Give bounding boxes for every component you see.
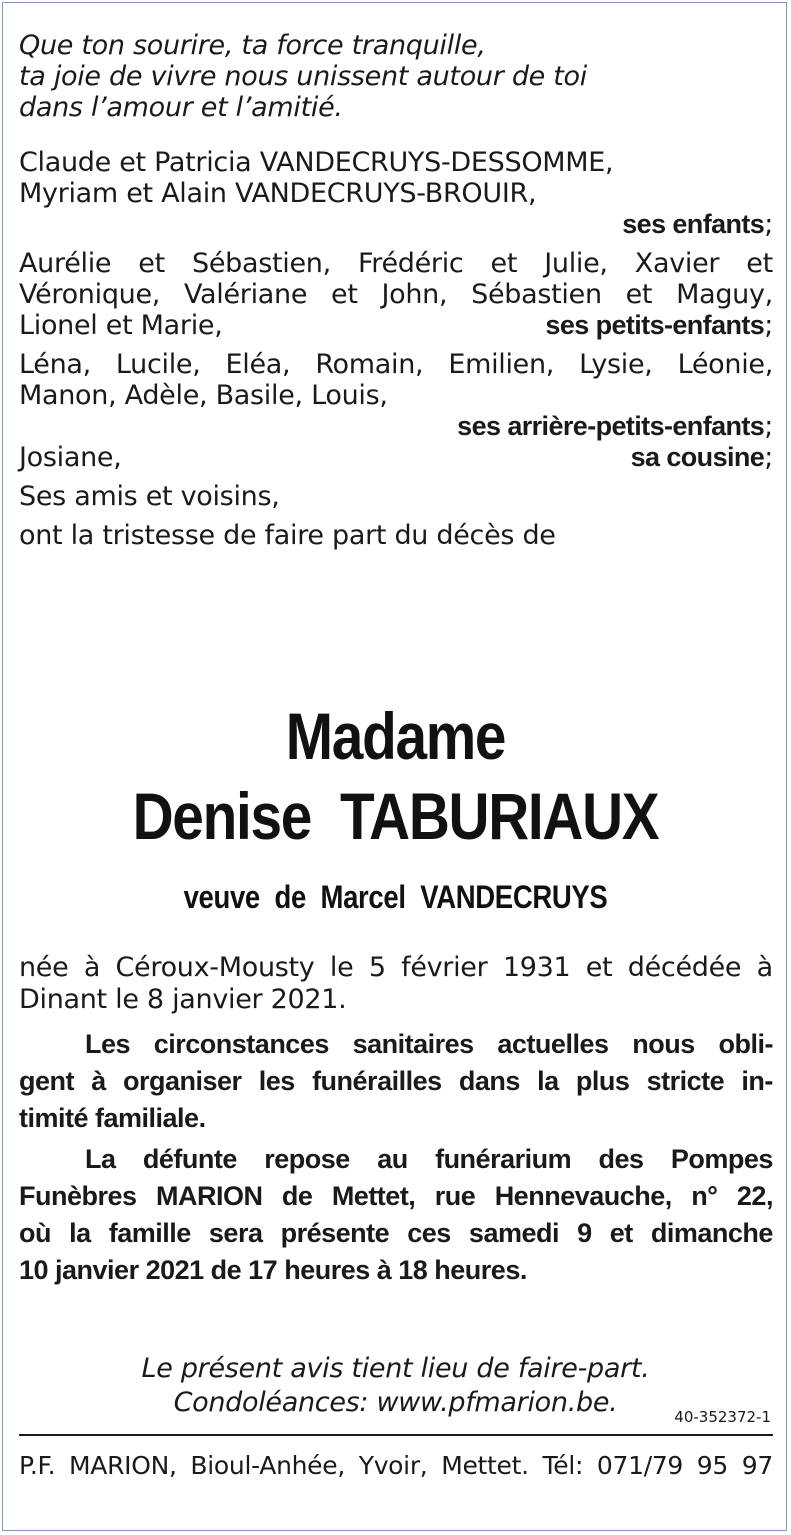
word: plus xyxy=(575,1066,630,1096)
word: organiser xyxy=(123,1066,242,1096)
word: n° xyxy=(691,1181,718,1211)
grandchildren-line-2 xyxy=(19,279,773,310)
word: Lucile, xyxy=(115,349,201,380)
condolences-line: Condoléances: www.pfmarion.be. xyxy=(173,1387,618,1418)
poem-line: ta joie de vivre nous unissent autour de toi xyxy=(19,61,587,92)
great-grandchildren-line-2: Manon, Adèle, Basile, Louis, xyxy=(19,380,388,411)
word: et xyxy=(625,279,653,310)
word: MARION, xyxy=(69,1451,177,1480)
great-grandchildren-line-1 xyxy=(19,349,773,380)
sanitary-line-2 xyxy=(19,1063,773,1100)
children-line: Myriam et Alain VANDECRUYS-BROUIR, xyxy=(19,178,537,209)
word: gent xyxy=(19,1066,74,1096)
funeral-home-footer xyxy=(19,1446,773,1486)
word: Céroux-Mousty xyxy=(115,952,315,983)
word: à xyxy=(91,1066,106,1096)
grandchildren-line-1 xyxy=(19,248,773,279)
birth-death-line-1 xyxy=(19,952,773,984)
word: les xyxy=(258,1066,295,1096)
word: Aurélie xyxy=(19,248,112,279)
word: Mettet, xyxy=(331,1181,416,1211)
cousin-line: Josiane, sa cousine; xyxy=(19,442,773,473)
word: samedi xyxy=(468,1218,559,1248)
word: Pompes xyxy=(670,1144,773,1174)
word: Sébastien xyxy=(471,279,602,310)
word: Bioul-Anhée, xyxy=(190,1451,345,1480)
word: et xyxy=(746,248,773,279)
word: la xyxy=(537,1066,559,1096)
word: et xyxy=(490,248,518,279)
poem-line: dans l’amour et l’amitié. xyxy=(19,92,343,123)
word: nous xyxy=(632,1029,695,1059)
funerarium-line-2 xyxy=(19,1178,773,1215)
word: Véronique, xyxy=(19,279,161,310)
word: ces xyxy=(407,1218,451,1248)
word: Sébastien, xyxy=(191,248,331,279)
word: dans xyxy=(458,1066,520,1096)
word: Julie, xyxy=(544,248,608,279)
closing-note xyxy=(0,1352,791,1420)
birth-death-line-2: Dinant le 8 janvier 2021. xyxy=(19,984,347,1015)
word: la xyxy=(69,1218,91,1248)
grandchildren-line-3: Lionel et Marie, ses petits-enfants; xyxy=(19,310,773,341)
word: 071/79 xyxy=(596,1451,684,1480)
deceased-name: Denise TABURIAUX xyxy=(132,779,659,853)
friends-line: Ses amis et voisins, xyxy=(19,481,280,512)
children-line: Claude et Patricia VANDECRUYS-DESSOMME, xyxy=(19,147,614,178)
announcement-line: ont la tristesse de faire part du décès de xyxy=(19,520,556,551)
word: sanitaires xyxy=(352,1029,474,1059)
word: février xyxy=(401,952,488,983)
children-role: ses enfants; xyxy=(622,209,773,240)
word: Yvoir, xyxy=(358,1451,428,1480)
sanitary-line-3: timité familiale. xyxy=(19,1103,206,1133)
great-grandchildren-role: ses arrière-petits-enfants; xyxy=(457,411,773,442)
word: présente xyxy=(280,1218,390,1248)
word: MARION xyxy=(155,1181,263,1211)
deceased-title: Madame xyxy=(285,699,506,773)
funerarium-paragraph xyxy=(19,1141,773,1289)
word: 9 xyxy=(577,1218,592,1248)
word: stricte xyxy=(646,1066,725,1096)
word: au xyxy=(377,1144,408,1174)
word: repose xyxy=(264,1144,350,1174)
word: décédée xyxy=(627,952,742,983)
word: Romain, xyxy=(315,349,424,380)
footer-divider xyxy=(19,1434,773,1436)
sanitary-paragraph xyxy=(19,1026,773,1137)
word: née xyxy=(19,952,69,983)
word: Hennevauche, xyxy=(494,1181,672,1211)
word: sera xyxy=(208,1218,263,1248)
word: Maguy, xyxy=(676,279,773,310)
word: Lysie, xyxy=(579,349,653,380)
word: et xyxy=(138,248,165,279)
word: Léna, xyxy=(19,349,91,380)
word: de xyxy=(281,1181,313,1211)
word: où xyxy=(19,1218,51,1248)
funerarium-line-3 xyxy=(19,1215,773,1252)
reference-number: 40-352372-1 xyxy=(674,1408,771,1426)
word: 1931 xyxy=(502,952,571,983)
word: P.F. xyxy=(19,1451,56,1480)
word: des xyxy=(598,1144,644,1174)
word: 97 xyxy=(741,1451,773,1480)
word: rue xyxy=(434,1181,476,1211)
word: Eléa, xyxy=(225,349,291,380)
word: famille xyxy=(108,1218,191,1248)
word: actuelles xyxy=(497,1029,609,1059)
word: à xyxy=(756,952,773,983)
word: dimanche xyxy=(650,1218,773,1248)
word: et xyxy=(609,1218,633,1248)
funerarium-line-1 xyxy=(19,1141,773,1178)
word: Les xyxy=(85,1029,131,1059)
funerarium-line-4: 10 janvier 2021 de 17 heures à 18 heures. xyxy=(19,1255,527,1285)
word: circonstances xyxy=(153,1029,329,1059)
word: Funèbres xyxy=(19,1181,137,1211)
word: La xyxy=(85,1144,116,1174)
details-section xyxy=(19,952,773,1289)
widow-of-line: veuve de Marcel VANDECRUYS xyxy=(183,879,608,915)
word: Xavier xyxy=(634,248,720,279)
word: et xyxy=(331,279,358,310)
word: 5 xyxy=(368,952,386,983)
word: Frédéric xyxy=(357,248,464,279)
word: 22, xyxy=(736,1181,773,1211)
word: Emilien, xyxy=(448,349,555,380)
word: et xyxy=(585,952,613,983)
word: funérailles xyxy=(312,1066,442,1096)
word: à xyxy=(83,952,101,983)
word: Tél: xyxy=(542,1451,584,1480)
word: in- xyxy=(741,1066,773,1096)
word: John, xyxy=(381,279,448,310)
word: le xyxy=(329,952,354,983)
sanitary-line-1 xyxy=(19,1026,773,1063)
word: obli- xyxy=(718,1029,773,1059)
word: 95 xyxy=(696,1451,728,1480)
closing-line: Le présent avis tient lieu de faire-part. xyxy=(141,1353,650,1384)
obituary-notice xyxy=(19,30,773,551)
word: défunte xyxy=(142,1144,237,1174)
word: funérarium xyxy=(435,1144,572,1174)
word: Mettet. xyxy=(441,1451,529,1480)
word: Valériane xyxy=(183,279,308,310)
word: Léonie, xyxy=(677,349,773,380)
poem-line: Que ton sourire, ta force tranquille, xyxy=(19,30,486,61)
